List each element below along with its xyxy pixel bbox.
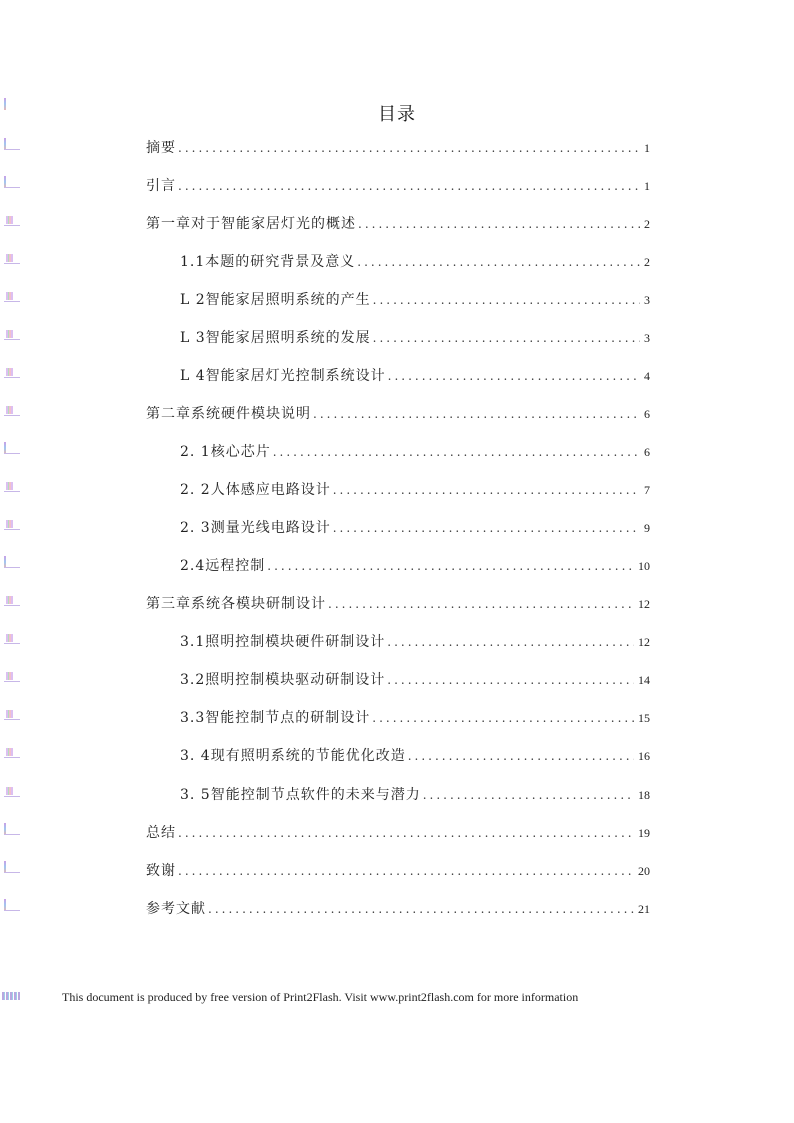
watermark-glyph-icon <box>2 992 20 1000</box>
toc-entry-page: 2 <box>644 217 650 231</box>
page-title: 目录 <box>378 104 416 125</box>
toc-leader-dots <box>178 826 634 840</box>
toc-entry-page: 18 <box>638 788 650 802</box>
toc-entry-label: 2. 1核心芯片 <box>180 444 271 460</box>
toc-entry[interactable] <box>180 631 650 651</box>
toc-entry[interactable] <box>180 669 650 689</box>
toc-leader-dots <box>178 141 640 155</box>
toc-entry-label: 1.1本题的研究背景及意义 <box>180 254 356 270</box>
toc-entry-label: 第一章对于智能家居灯光的概述 <box>146 216 356 232</box>
toc-entry[interactable] <box>146 593 650 613</box>
margin-marker-icon <box>4 556 20 570</box>
toc-entry[interactable] <box>180 365 650 385</box>
margin-marker-icon <box>4 708 20 722</box>
toc-entry-page: 16 <box>638 749 650 763</box>
toc-entry[interactable] <box>180 555 650 575</box>
toc-entry-label: 引言 <box>146 178 176 194</box>
toc-leader-dots <box>357 255 640 269</box>
toc-entry-label: 3.1照明控制模块硬件研制设计 <box>180 634 386 650</box>
toc-entry-page: 15 <box>638 711 650 725</box>
toc-entry[interactable] <box>146 137 650 157</box>
toc-leader-dots <box>208 902 634 916</box>
toc-entry[interactable] <box>180 517 650 537</box>
toc-leader-dots <box>178 864 634 878</box>
toc-leader-dots <box>423 788 634 802</box>
toc-entry-page: 3 <box>644 293 650 307</box>
toc-entry-label: 2. 2人体感应电路设计 <box>180 482 331 498</box>
toc-leader-dots <box>408 749 634 763</box>
margin-marker-icon <box>4 138 20 152</box>
toc-leader-dots <box>333 483 640 497</box>
toc-entry-page: 6 <box>644 407 650 421</box>
margin-marker-icon <box>4 670 20 684</box>
margin-marker-icon <box>4 632 20 646</box>
toc-entry-page: 9 <box>644 521 650 535</box>
margin-marker-icon <box>4 176 20 190</box>
toc-entry-page: 21 <box>638 902 650 916</box>
toc-entry-label: L 3智能家居照明系统的发展 <box>180 330 371 346</box>
toc-entry[interactable] <box>146 898 650 918</box>
toc-entry[interactable] <box>180 441 650 461</box>
margin-marker-icon <box>4 746 20 760</box>
toc-entry-page: 1 <box>644 141 650 155</box>
toc-entry-page: 1 <box>644 179 650 193</box>
margin-marker-icon <box>4 899 20 913</box>
toc-entry-label: 2. 3测量光线电路设计 <box>180 520 331 536</box>
margin-marker-icon <box>4 518 20 532</box>
toc-entry-page: 3 <box>644 331 650 345</box>
toc-entry-page: 4 <box>644 369 650 383</box>
toc-entry-page: 7 <box>644 483 650 497</box>
toc-entry-page: 2 <box>644 255 650 269</box>
toc-leader-dots <box>358 217 640 231</box>
toc-leader-dots <box>388 369 640 383</box>
toc-entry[interactable] <box>180 479 650 499</box>
toc-entry-page: 19 <box>638 826 650 840</box>
toc-entry[interactable] <box>180 251 650 271</box>
toc-leader-dots <box>373 331 640 345</box>
toc-leader-dots <box>333 521 640 535</box>
toc-entry-label: 第三章系统各模块研制设计 <box>146 596 326 612</box>
toc-entry-label: 2.4远程控制 <box>180 558 266 574</box>
margin-marker-icon <box>4 98 20 112</box>
toc-entry-label: 总结 <box>146 825 176 841</box>
toc-entry[interactable] <box>180 327 650 347</box>
toc-entry-page: 6 <box>644 445 650 459</box>
toc-entry[interactable] <box>180 707 650 727</box>
margin-marker-icon <box>4 442 20 456</box>
margin-marker-icon <box>4 480 20 494</box>
toc-entry-label: 参考文献 <box>146 901 206 917</box>
toc-entry[interactable] <box>180 745 650 765</box>
toc-leader-dots <box>267 559 634 573</box>
toc-leader-dots <box>328 597 634 611</box>
toc-entry-page: 12 <box>638 597 650 611</box>
toc-entry-page: 10 <box>638 559 650 573</box>
toc-entry[interactable] <box>180 289 650 309</box>
toc-entry-label: 第二章系统硬件模块说明 <box>146 406 311 422</box>
toc-leader-dots <box>313 407 640 421</box>
margin-marker-icon <box>4 823 20 837</box>
toc-entry-page: 12 <box>638 635 650 649</box>
toc-entry-label: 摘要 <box>146 140 176 156</box>
toc-entry-label: L 4智能家居灯光控制系统设计 <box>180 368 386 384</box>
margin-marker-icon <box>4 366 20 380</box>
margin-marker-icon <box>4 594 20 608</box>
toc-entry-page: 20 <box>638 864 650 878</box>
toc-entry-label: L 2智能家居照明系统的产生 <box>180 292 371 308</box>
print2flash-watermark: This document is produced by free version of Print2Flash. Visit www.print2flash.com for more information <box>62 990 579 1004</box>
toc-leader-dots <box>387 673 634 687</box>
toc-entry[interactable] <box>146 175 650 195</box>
toc-entry[interactable] <box>146 213 650 233</box>
margin-marker-icon <box>4 214 20 228</box>
margin-marker-icon <box>4 404 20 418</box>
toc-leader-dots <box>372 711 634 725</box>
toc-entry-label: 致谢 <box>146 863 176 879</box>
toc-entry[interactable] <box>146 860 650 880</box>
margin-marker-icon <box>4 785 20 799</box>
toc-entry-page: 14 <box>638 673 650 687</box>
margin-marker-icon <box>4 252 20 266</box>
toc-entry[interactable] <box>146 403 650 423</box>
toc-entry[interactable] <box>146 822 650 842</box>
toc-entry-label: 3.3智能控制节点的研制设计 <box>180 710 371 726</box>
toc-leader-dots <box>387 635 634 649</box>
toc-entry-label: 3.2照明控制模块驱动研制设计 <box>180 672 386 688</box>
toc-leader-dots <box>373 293 640 307</box>
toc-entry[interactable] <box>180 784 650 804</box>
margin-marker-icon <box>4 328 20 342</box>
toc-leader-dots <box>273 445 640 459</box>
margin-marker-icon <box>4 290 20 304</box>
toc-leader-dots <box>178 179 640 193</box>
margin-marker-icon <box>4 861 20 875</box>
toc-entry-label: 3. 5智能控制节点软件的未来与潜力 <box>180 787 421 803</box>
toc-entry-label: 3. 4现有照明系统的节能优化改造 <box>180 748 406 764</box>
